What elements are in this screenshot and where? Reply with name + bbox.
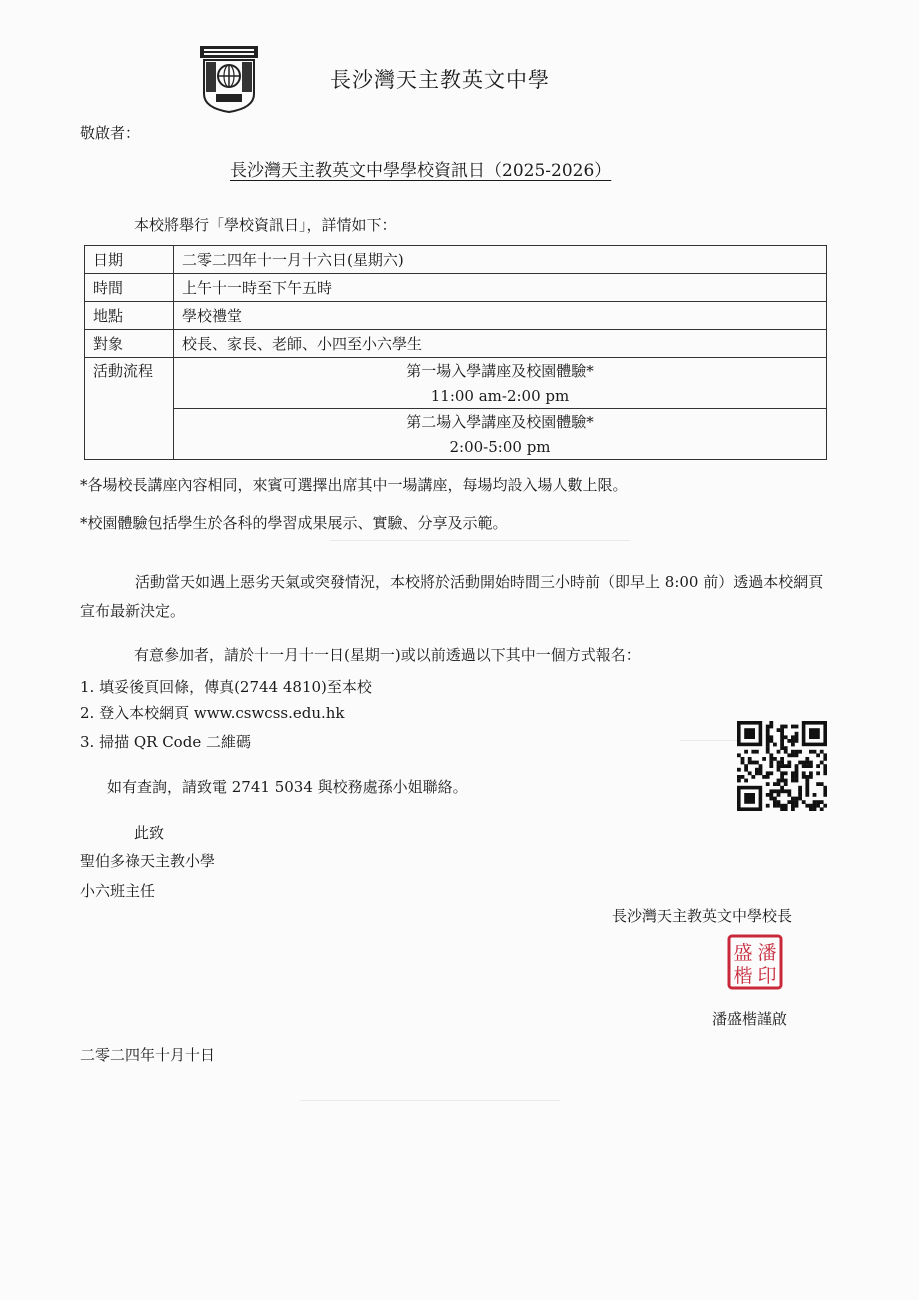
row-value-time: 上午十一時至下午五時 <box>174 274 827 302</box>
table-row <box>85 434 827 460</box>
table-row <box>85 383 827 409</box>
seal-stamp-icon <box>727 934 783 990</box>
salutation: 敬啟者： <box>80 124 141 142</box>
document-title: 長沙灣天主教英文中學學校資訊日（2025-2026） <box>230 161 612 181</box>
school-crest-icon <box>198 44 260 114</box>
row-label-time: 時間 <box>85 274 174 302</box>
row-value-audience: 校長、家長、老師、小四至小六學生 <box>174 330 827 358</box>
enquiry-text: 如有查詢，請致電 2741 5034 與校務處孫小姐聯絡。 <box>107 778 468 796</box>
table-row <box>85 358 827 384</box>
row-label-date: 日期 <box>85 246 174 274</box>
session2-title: 第二場入學講座及校園體驗* <box>174 409 827 435</box>
list-item: 2. 登入本校網頁 www.cswcss.edu.hk <box>80 704 345 722</box>
svg-text:潘: 潘 <box>757 942 777 964</box>
row-label-schedule: 活動流程 <box>85 358 174 460</box>
list-item: 1. 填妥後頁回條，傳真(2744 4810)至本校 <box>80 678 372 696</box>
closing-line: 此致 <box>134 824 165 842</box>
weather-notice: 活動當天如遇上惡劣天氣或突發情況，本校將於活動開始時間三小時前（即早上 8:00 前）透過本校網頁宣布最新決定。 <box>80 573 824 620</box>
footnote-lecture: *各場校長講座內容相同，來賓可選擇出席其中一場講座，每場均設入場人數上限。 <box>80 476 628 494</box>
list-item: 3. 掃描 QR Code 二維碼 <box>80 733 251 751</box>
letter-date: 二零二四年十月十日 <box>80 1046 216 1064</box>
table-row <box>85 330 827 358</box>
svg-text:楷: 楷 <box>733 965 753 987</box>
scan-artifact <box>300 1100 560 1101</box>
table-row <box>85 246 827 274</box>
table-row <box>85 409 827 435</box>
intro-text: 本校將舉行「學校資訊日」，詳情如下： <box>134 216 397 234</box>
event-details-table <box>84 245 827 460</box>
table-row <box>85 302 827 330</box>
row-value-date: 二零二四年十一月十六日(星期六) <box>174 246 827 274</box>
row-label-place: 地點 <box>85 302 174 330</box>
scan-artifact <box>330 540 630 541</box>
signer-name: 潘盛楷謹啟 <box>712 1010 788 1028</box>
table-row <box>85 274 827 302</box>
session1-time: 11:00 am-2:00 pm <box>174 383 827 409</box>
row-label-audience: 對象 <box>85 330 174 358</box>
registration-intro: 有意參加者，請於十一月十一日(星期一)或以前透過以下其中一個方式報名： <box>134 646 641 664</box>
svg-text:印: 印 <box>757 965 777 987</box>
footnote-campus-experience: *校園體驗包括學生於各科的學習成果展示、實驗、分享及示範。 <box>80 514 508 532</box>
signer-title: 長沙灣天主教英文中學校長 <box>612 907 793 925</box>
svg-text:盛: 盛 <box>733 942 753 964</box>
session2-time: 2:00-5:00 pm <box>174 434 827 460</box>
recipient-school: 聖伯多祿天主教小學 <box>80 852 216 870</box>
school-name: 長沙灣天主教英文中學 <box>330 68 550 92</box>
session1-title: 第一場入學講座及校園體驗* <box>174 358 827 384</box>
row-value-place: 學校禮堂 <box>174 302 827 330</box>
recipient-teacher: 小六班主任 <box>80 882 156 900</box>
qr-code-icon[interactable] <box>737 721 827 811</box>
